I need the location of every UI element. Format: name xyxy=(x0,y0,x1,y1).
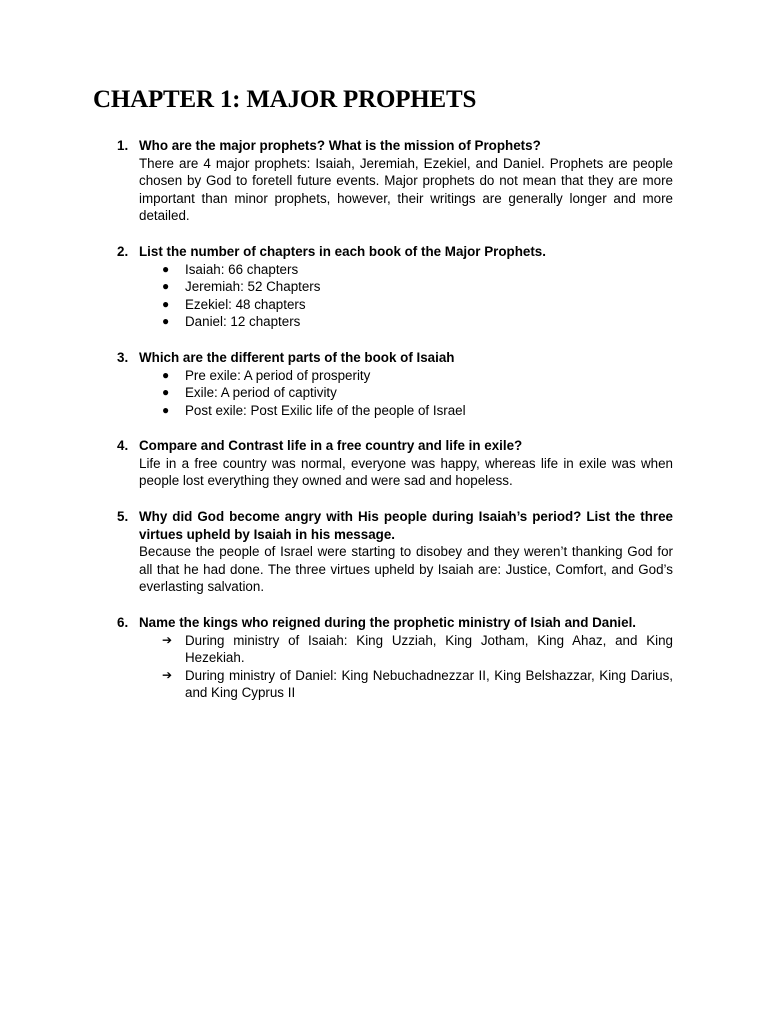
question-item xyxy=(117,614,673,702)
list-item xyxy=(139,367,673,385)
list-item xyxy=(139,384,673,402)
question-number: 3. xyxy=(117,350,129,365)
list-item-text: Isaiah: 66 chapters xyxy=(185,261,299,277)
bullet-list xyxy=(139,367,673,420)
list-item-text: Exile: A period of captivity xyxy=(185,385,337,401)
bullet-icon: ● xyxy=(162,279,170,294)
list-item xyxy=(139,278,673,296)
list-item xyxy=(139,402,673,420)
question-item xyxy=(117,437,673,490)
bullet-list xyxy=(139,261,673,331)
question-text: List the number of chapters in each book of the Major Prophets. xyxy=(139,244,546,259)
question-number: 1. xyxy=(117,138,129,153)
question-text: Who are the major prophets? What is the mission of Prophets? xyxy=(139,138,541,153)
question-text: Which are the different parts of the book of Isaiah xyxy=(139,350,455,365)
question-number: 6. xyxy=(117,615,129,630)
list-item xyxy=(139,632,673,667)
arrow-right-icon: ➔ xyxy=(162,632,173,647)
answer-text: There are 4 major prophets: Isaiah, Jeremiah, Ezekiel, and Daniel. Prophets are people chosen by God to foretell future events. Major prophets do not mean that they are more important than minor prophets, however, their writings are generally longer and more detailed. xyxy=(139,155,673,224)
bullet-icon: ● xyxy=(162,385,170,400)
question-item xyxy=(117,243,673,331)
list-item xyxy=(139,261,673,279)
question-number: 5. xyxy=(117,509,129,524)
arrow-right-icon: ➔ xyxy=(162,667,173,682)
list-item-text: During ministry of Daniel: King Nebuchadnezzar II, King Belshazzar, King Darius, and King Cyprus II xyxy=(185,667,673,701)
list-item-text: Pre exile: A period of prosperity xyxy=(185,367,371,383)
question-number: 2. xyxy=(117,244,129,259)
bullet-icon: ● xyxy=(162,261,170,276)
question-text: Name the kings who reigned during the prophetic ministry of Isiah and Daniel. xyxy=(139,615,637,630)
question-item xyxy=(117,508,673,596)
list-item-text: Jeremiah: 52 Chapters xyxy=(185,279,321,295)
list-item-text: Daniel: 12 chapters xyxy=(185,314,301,330)
question-text: Why did God become angry with His people during Isaiah’s period? List the three virtues upheld by Isaiah in his message. xyxy=(139,509,673,542)
arrow-list xyxy=(139,632,673,702)
page-title: CHAPTER 1: MAJOR PROPHETS xyxy=(93,86,477,113)
question-item xyxy=(117,137,673,225)
list-item xyxy=(139,313,673,331)
list-item-text: Ezekiel: 48 chapters xyxy=(185,296,306,312)
list-item xyxy=(139,296,673,314)
question-item xyxy=(117,349,673,419)
bullet-icon: ● xyxy=(162,367,170,382)
bullet-icon: ● xyxy=(162,314,170,329)
list-item xyxy=(139,667,673,702)
question-number: 4. xyxy=(117,438,129,453)
list-item-text: During ministry of Isaiah: King Uzziah, King Jotham, King Ahaz, and King Hezekiah. xyxy=(185,632,673,666)
answer-text: Because the people of Israel were starting to disobey and they weren’t thanking God for all that he had done. The three virtues upheld by Isaiah are: Justice, Comfort, and God’s everlasting salvation. xyxy=(139,544,673,595)
bullet-icon: ● xyxy=(162,296,170,311)
answer-text: Life in a free country was normal, everyone was happy, whereas life in exile was when people lost everything they owned and were sad and hopeless. xyxy=(139,455,673,489)
bullet-icon: ● xyxy=(162,402,170,417)
list-item-text: Post exile: Post Exilic life of the people of Israel xyxy=(185,402,466,418)
question-text: Compare and Contrast life in a free country and life in exile? xyxy=(139,438,523,453)
